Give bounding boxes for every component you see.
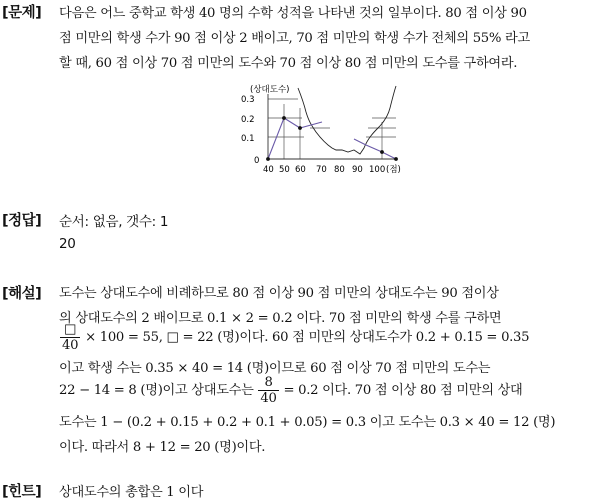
y-tick-label: 0.1	[241, 134, 255, 144]
hint-tag: [힌트]	[2, 484, 42, 500]
polygon-line-right	[354, 139, 396, 159]
x-tick-label: 50	[279, 165, 290, 175]
explanation-line-6: 도수는 1 − (0.2 + 0.15 + 0.2 + 0.1 + 0.05) = 0.3 이고 도수는 0.3 × 40 = 12 (명)	[59, 415, 556, 430]
x-tick-label: 60	[295, 165, 306, 175]
x-tick-label: 70	[316, 165, 327, 175]
explanation-line-1: 도수는 상대도수에 비례하므로 80 점 이상 90 점 미만의 상대도수는 90 점이상	[59, 286, 499, 301]
x-tick-label: 40	[263, 165, 274, 175]
answer-line-1: 순서: 없음, 갯수: 1	[59, 214, 169, 230]
problem-line-1: 다음은 어느 중학교 학생 40 명의 수학 성적을 나타낸 것의 일부이다. 80 점 이상 90	[59, 6, 527, 21]
problem-tag: [문제]	[2, 5, 42, 21]
explanation-tag: [해설]	[2, 286, 42, 302]
polygon-line-left	[268, 118, 322, 159]
explanation-line-3-text: × 100 = 55, □ = 22 (명)이다. 60 점 미만의 상대도수가 0.2 + 0.15 = 0.35	[85, 330, 530, 346]
data-point	[394, 157, 398, 161]
problem-line-2: 점 미만의 학생 수가 90 점 이상 2 배이고, 70 점 미만의 학생 수가 전체의 55% 라고	[59, 31, 530, 46]
explanation-line-5	[59, 376, 522, 405]
explanation-line-4: 이고 학생 수는 0.35 × 40 = 14 (명)이므로 60 점 이상 70 점 미만의 도수는	[59, 361, 491, 376]
fraction-numerator: 8	[258, 376, 278, 391]
chart-ylabel: (상대도수)	[250, 85, 290, 95]
data-point	[266, 157, 270, 161]
x-tick-label: 80	[334, 165, 345, 175]
answer-tag: [정답]	[2, 213, 42, 229]
explanation-line-2: 의 상대도수의 2 배이므로 0.1 × 2 = 0.2 이다. 70 점 미만의 학생 수를 구하면	[59, 311, 502, 326]
data-point	[298, 126, 302, 130]
x-tick-label: 90	[352, 165, 363, 175]
y-tick-label: 0.2	[241, 115, 255, 125]
fraction	[60, 323, 80, 352]
x-tick-label: 100	[369, 165, 386, 175]
y-tick-label: 0	[254, 156, 260, 166]
x-unit-label: (점)	[386, 165, 401, 175]
problem-line-3: 할 때, 60 점 이상 70 점 미만의 도수와 70 점 이상 80 점 미만의 도수를 구하여라.	[59, 56, 518, 71]
fraction	[258, 376, 278, 405]
fraction-denominator: 40	[62, 338, 79, 354]
data-point	[380, 150, 384, 154]
relative-frequency-chart	[236, 82, 416, 182]
explanation-line-7: 이다. 따라서 8 + 12 = 20 (명)이다.	[59, 440, 266, 455]
explanation-line-5-text-b: = 0.2 이다. 70 점 이상 80 점 미만의 상대	[283, 383, 523, 399]
hint-text: 상대도수의 총합은 1 이다	[59, 485, 204, 500]
explanation-line-5-text-a: 22 − 14 = 8 (명)이고 상대도수는	[59, 383, 254, 399]
y-tick-label: 0.3	[241, 95, 255, 105]
explanation-line-3	[59, 323, 529, 352]
data-point	[282, 116, 286, 120]
torn-edge	[298, 86, 396, 154]
fraction-numerator: □	[60, 323, 80, 338]
fraction-denominator: 40	[260, 391, 277, 407]
answer-line-2: 20	[59, 236, 76, 252]
